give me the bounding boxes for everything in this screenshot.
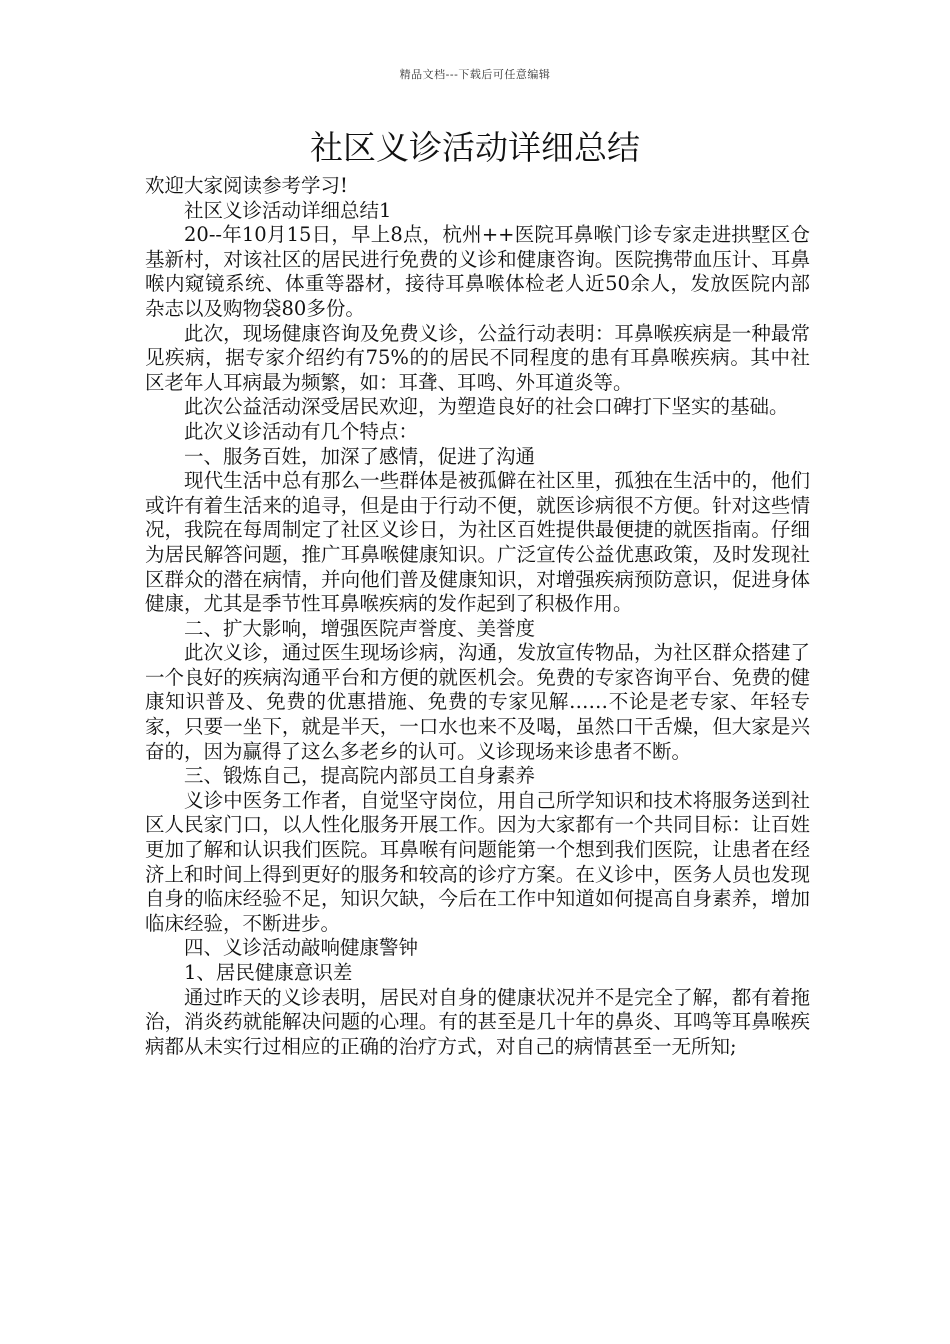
header-note: 精品文档---下载后可任意编辑	[399, 68, 551, 81]
paragraph: 此次义诊活动有几个特点：	[184, 419, 419, 443]
section-heading: 三、锻炼自己，提高院内部员工自身素养	[184, 764, 536, 788]
section-heading: 二、扩大影响，增强医院声誉度、美誉度	[184, 616, 536, 640]
subsection-heading: 1、居民健康意识差	[184, 961, 353, 984]
section-heading: 一、服务百姓，加深了感情，促进了沟通	[184, 444, 536, 468]
paragraph: 此次，现场健康咨询及免费义诊，公益行动表明：耳鼻喉疾病是一种最常见疾病，据专家介绍约有75%的的居民不同程度的患有耳鼻喉疾病。其中社区老年人耳病最为频繁，如：耳聋、耳鸣、外耳道炎等。	[145, 321, 810, 394]
paragraph: 通过昨天的义诊表明，居民对自身的健康状况并不是完全了解，都有着拖治，消炎药就能解决问题的心理。有的甚至是几十年的鼻炎、耳鸣等耳鼻喉疾病都从未实行过相应的正确的治疗方式，对自己的病情甚至一无所知;	[145, 985, 810, 1058]
paragraph: 社区义诊活动详细总结1	[184, 198, 392, 222]
section-heading: 四、义诊活动敲响健康警钟	[184, 936, 419, 960]
document-title: 社区义诊活动详细总结	[310, 128, 640, 167]
paragraph: 此次义诊，通过医生现场诊病，沟通，发放宣传物品，为社区群众搭建了一个良好的疾病沟通平台和方便的就医机会。免费的专家咨询平台、免费的健康知识普及、免费的优惠措施、免费的专家见解……不论是老专家、年轻专家，只要一坐下，就是半天，一口水也来不及喝，虽然口干舌燥，但大家是兴奋的，因为赢得了这么多老乡的认可。义诊现场来诊患者不断。	[145, 641, 810, 763]
paragraph: 此次公益活动深受居民欢迎，为塑造良好的社会口碑打下坚实的基础。	[184, 395, 789, 419]
paragraph: 20--年10月15日，早上8点，杭州++医院耳鼻喉门诊专家走进拱墅区仓基新村，对该社区的居民进行免费的义诊和健康咨询。医院携带血压计、耳鼻喉内窥镜系统、体重等器材，接待耳鼻喉体检老人近50余人，发放医院内部杂志以及购物袋80多份。	[145, 223, 810, 320]
paragraph: 欢迎大家阅读参考学习!	[145, 174, 348, 197]
paragraph: 现代生活中总有那么一些群体是被孤僻在社区里，孤独在生活中的，他们或许有着生活来的追寻，但是由于行动不便，就医诊病很不方便。针对这些情况，我院在每周制定了社区义诊日，为社区百姓提供最便捷的就医指南。仔细为居民解答问题，推广耳鼻喉健康知识。广泛宣传公益优惠政策，及时发现社区群众的潜在病情，并向他们普及健康知识，对增强疾病预防意识，促进身体健康，尤其是季节性耳鼻喉疾病的发作起到了积极作用。	[145, 469, 810, 616]
document-body	[145, 174, 810, 1059]
paragraph: 义诊中医务工作者，自觉坚守岗位，用自己所学知识和技术将服务送到社区人民家门口，以人性化服务开展工作。因为大家都有一个共同目标：让百姓更加了解和认识我们医院。耳鼻喉有问题能第一个想到我们医院，让患者在经济上和时间上得到更好的服务和较高的诊疗方案。在义诊中，医务人员也发现自身的临床经验不足，知识欠缺，今后在工作中知道如何提高自身素养，增加临床经验，不断进步。	[145, 788, 810, 935]
